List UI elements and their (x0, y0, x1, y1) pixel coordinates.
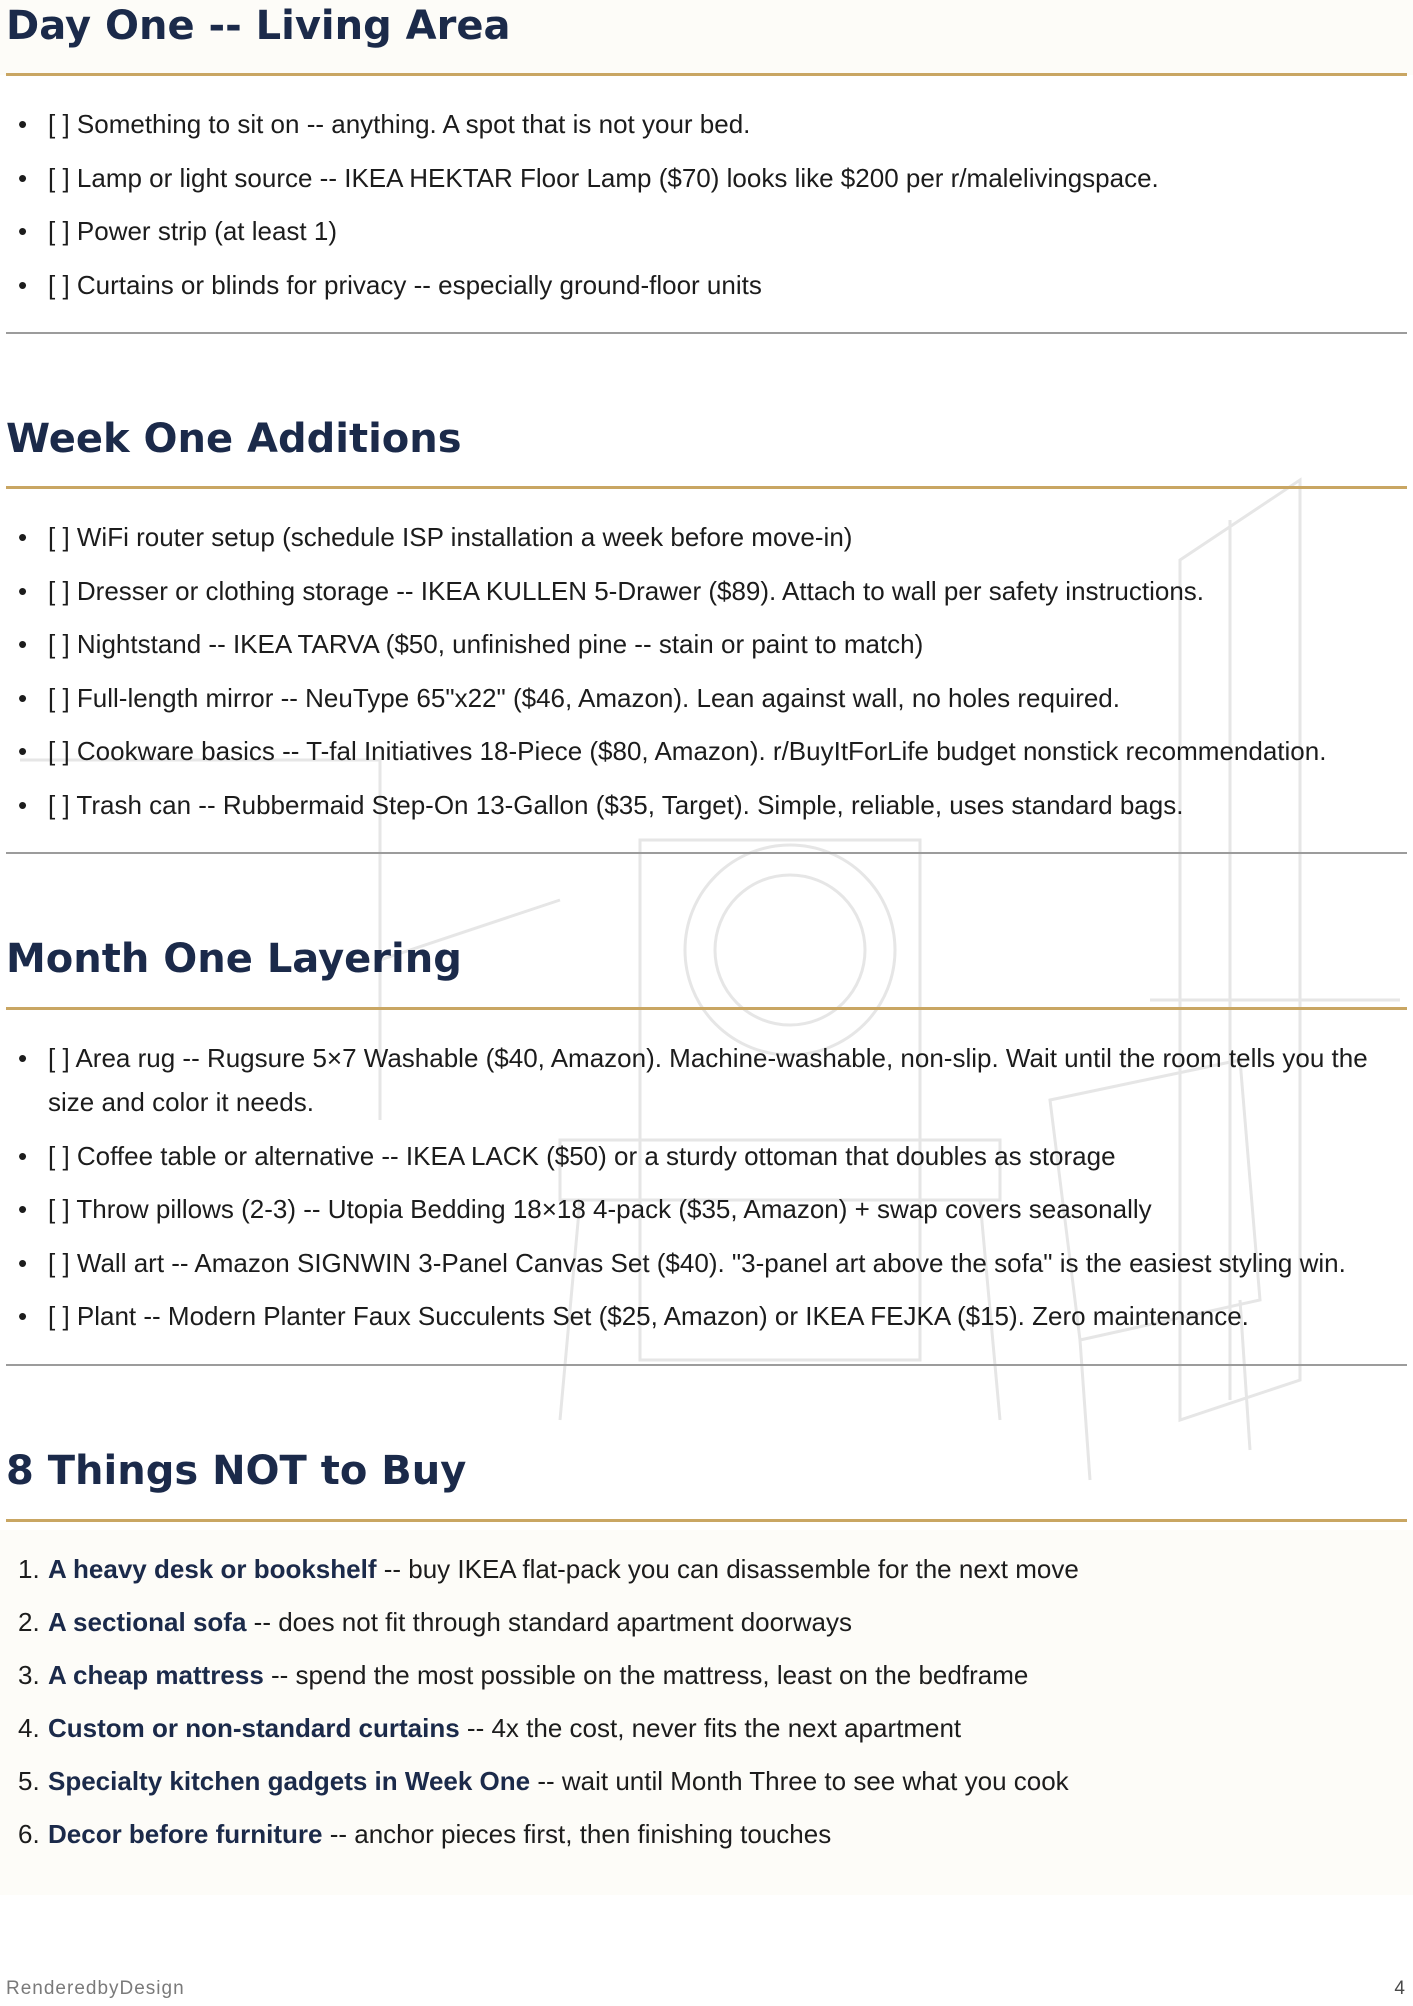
list-item: • [ ] Lamp or light source -- IKEA HEKTAR Floor Lamp ($70) looks like $200 per r/malelivingspace. (18, 156, 1398, 200)
list-item: 2. A sectional sofa -- does not fit through standard apartment doorways (18, 1607, 852, 1637)
bullet-icon: • (18, 1140, 28, 1171)
section-divider (6, 1364, 1407, 1366)
list-item: • [ ] Plant -- Modern Planter Faux Succulents Set ($25, Amazon) or IKEA FEJKA ($15). Zero maintenance. (18, 1294, 1398, 1338)
list-item: • [ ] Power strip (at least 1) (18, 209, 1398, 253)
section-divider (6, 852, 1407, 854)
list-item: • [ ] Area rug -- Rugsure 5×7 Washable ($40, Amazon). Machine-washable, non-slip. Wait until the room tells you the size and color it needs. (18, 1036, 1398, 1124)
list-item: • [ ] Curtains or blinds for privacy -- especially ground-floor units (18, 263, 1398, 307)
page-number: 4 (1394, 1978, 1405, 1999)
bullet-icon: • (18, 522, 28, 552)
gold-divider (6, 1007, 1407, 1010)
bullet-icon: • (18, 629, 28, 659)
list-item: • [ ] Throw pillows (2-3) -- Utopia Bedding 18×18 4-pack ($35, Amazon) + swap covers seasonally (18, 1187, 1398, 1231)
bullet-icon: • (18, 1247, 28, 1278)
gold-divider (6, 1519, 1407, 1522)
list-item: • [ ] Dresser or clothing storage -- IKEA KULLEN 5-Drawer ($89). Attach to wall per safety instructions. (18, 569, 1398, 613)
bullet-icon: • (18, 575, 28, 606)
list-item: 1. A heavy desk or bookshelf -- buy IKEA flat-pack you can disassemble for the next move (18, 1554, 1079, 1584)
list-item: • [ ] Wall art -- Amazon SIGNWIN 3-Panel Canvas Set ($40). "3-panel art above the sofa" is the easiest styling win. (18, 1241, 1398, 1285)
list-item: 6. Decor before furniture -- anchor pieces first, then finishing touches (18, 1819, 832, 1849)
gold-divider (6, 73, 1407, 76)
checklist-day-one (18, 102, 1398, 316)
bullet-icon: • (18, 216, 28, 246)
list-item: • [ ] Trash can -- Rubbermaid Step-On 13-Gallon ($35, Target). Simple, reliable, uses standard bags. (18, 783, 1398, 827)
list-item: 3. A cheap mattress -- spend the most possible on the mattress, least on the bedframe (18, 1660, 1029, 1690)
list-item: • [ ] Full-length mirror -- NeuType 65"x22" ($46, Amazon). Lean against wall, no holes required. (18, 676, 1398, 720)
bullet-icon: • (18, 109, 28, 139)
gold-divider (6, 486, 1407, 489)
list-item: • [ ] Coffee table or alternative -- IKEA LACK ($50) or a sturdy ottoman that doubles as storage (18, 1134, 1398, 1178)
section-divider (6, 332, 1407, 334)
bullet-icon: • (18, 682, 28, 713)
list-item: • [ ] WiFi router setup (schedule ISP installation a week before move-in) (18, 515, 1398, 559)
bullet-icon: • (18, 736, 28, 766)
section-title-day-one: Day One -- Living Area (6, 3, 511, 49)
footer-brand: RenderedbyDesign (6, 1978, 185, 1999)
section-title-week-one: Week One Additions (6, 416, 462, 462)
bullet-icon: • (18, 1043, 28, 1073)
section-title-not-to-buy: 8 Things NOT to Buy (6, 1448, 467, 1494)
list-item: • [ ] Nightstand -- IKEA TARVA ($50, unfinished pine -- stain or paint to match) (18, 622, 1398, 666)
bullet-icon: • (18, 789, 28, 820)
bullet-icon: • (18, 1301, 28, 1331)
bullet-icon: • (18, 269, 28, 300)
list-item: • [ ] Something to sit on -- anything. A spot that is not your bed. (18, 102, 1398, 146)
section-title-month-one: Month One Layering (6, 936, 462, 982)
list-item: • [ ] Cookware basics -- T-fal Initiatives 18-Piece ($80, Amazon). r/BuyItForLife budget nonstick recommendation. (18, 729, 1398, 773)
not-to-buy-list (18, 1547, 1398, 1865)
bullet-icon: • (18, 162, 28, 193)
list-item: 5. Specialty kitchen gadgets in Week One -- wait until Month Three to see what you cook (18, 1766, 1069, 1796)
checklist-month-one (18, 1036, 1398, 1348)
list-item: 4. Custom or non-standard curtains -- 4x the cost, never fits the next apartment (18, 1713, 962, 1743)
checklist-week-one (18, 515, 1398, 836)
bullet-icon: • (18, 1194, 28, 1224)
